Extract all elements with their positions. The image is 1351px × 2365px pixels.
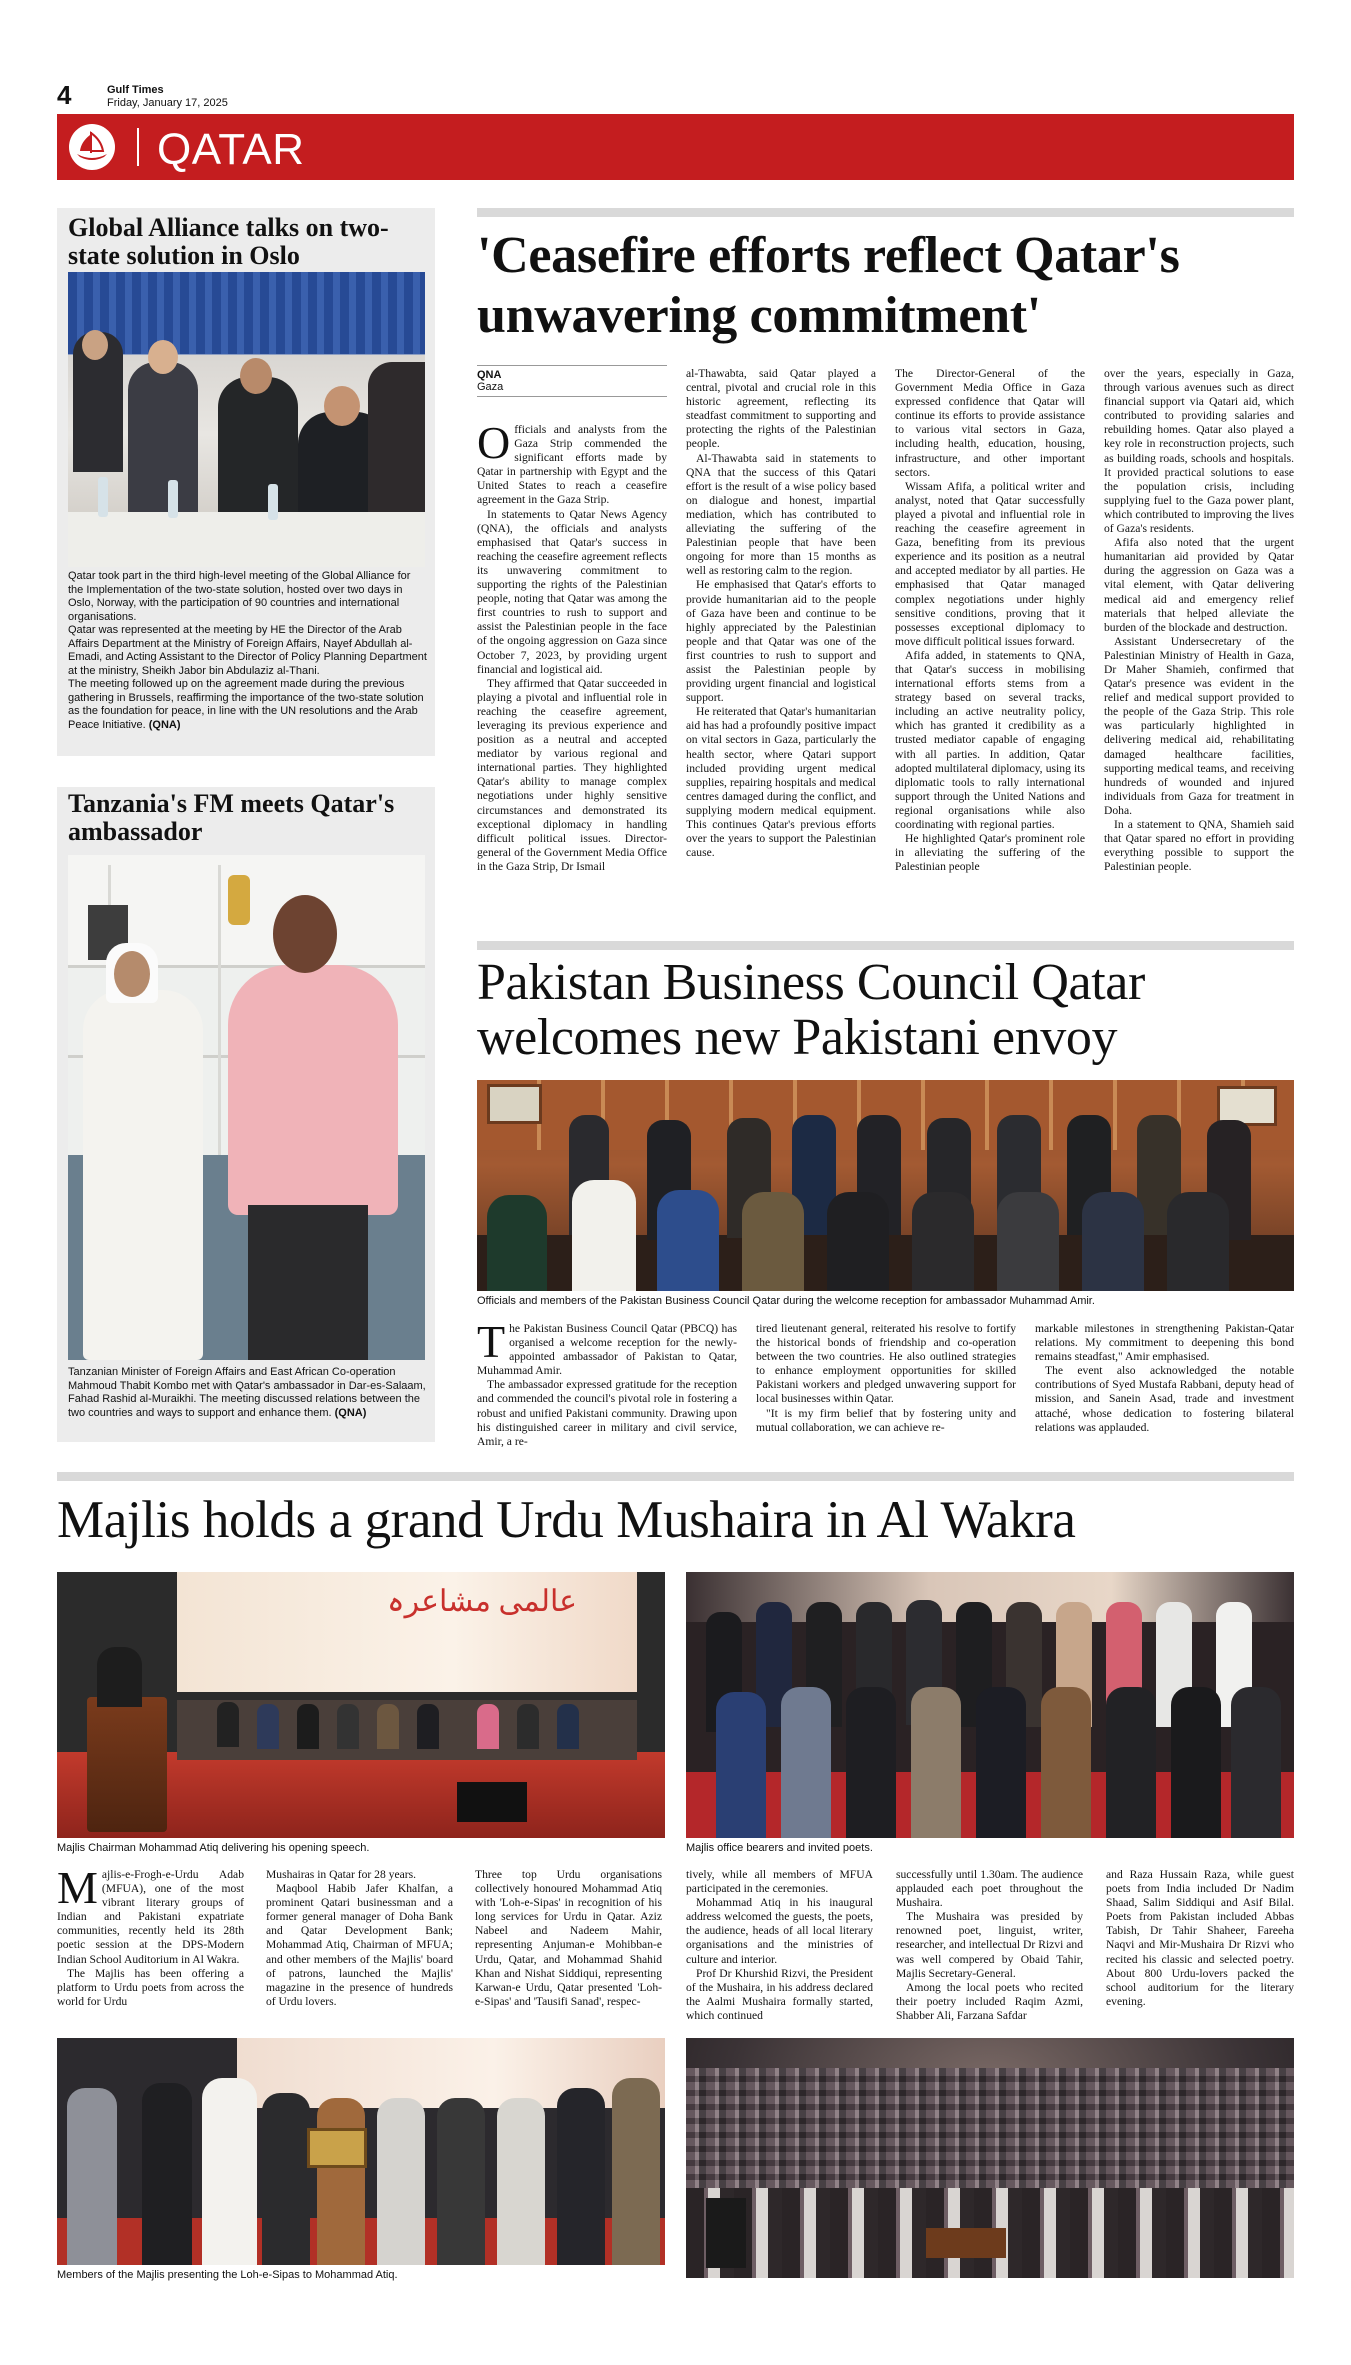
oslo-caption-p2: Qatar was represented at the meeting by HE the Director of the Arab Affairs Department at the Ministry of Foreign Affairs, Nayef Abdullah al-Emadi, and Acting Assistant to the Director of Policy Planning Department at the ministry, Sheikh Jabor bin Abdulaziz al-Thani. xyxy=(68,624,427,677)
section-title: QATAR xyxy=(157,125,305,174)
article1-col4-p2: Afifa also noted that the urgent humanitarian aid provided by Qatar during the aggression on Gaza was a vital element, with Qatar delivering medical aid and emergency relief materials that helped alleviate the burden of the blockade and destruction. xyxy=(1104,536,1294,634)
opening-speech-photo xyxy=(57,1572,665,1838)
tanzania-headline: Tanzania's FM meets Qatar's ambassador xyxy=(68,789,395,846)
article2-headline: Pakistan Business Council Qatar welcomes new Pakistani envoy xyxy=(477,954,1145,1066)
pbcq-group-photo xyxy=(477,1080,1294,1291)
article2-col1-p1: he Pakistan Business Council Qatar (PBCQ) has organised a welcome reception for the newly-appointed ambassador of Pakistan to Qatar, Muhammad Amir. xyxy=(477,1322,737,1378)
loh-e-sipas-photo xyxy=(57,2038,665,2265)
article1-col4-p1: over the years, especially in Gaza, through various avenues such as direct financial support via Qatari aid, which contributed to providing salaries and rebuilding homes. Qatar also played a key role in reconstruction projects, such as building roads, schools and hospitals. It provided practical solutions to ease the population crisis, including supplying fuel to the Gaza power plant, which contributed to improving the lives of Gaza's residents. xyxy=(1104,367,1294,536)
article3-col6-p1: and Raza Hussain Raza, while guest poets from India included Dr Nadim Shaad, Salim Siddiqui and Asif Bilal. Poets from Pakistan included Abbas Tabish, Dr Tahir Shaheer, Fareeha Naqvi and Mir-Mushaira Dr Rizvi who recited his classic and selected poetry. About 800 Urdu-lovers packed the school auditorium for the literary evening. xyxy=(1106,1868,1294,2008)
dropcap-o: O xyxy=(477,423,511,468)
article2-col1 xyxy=(477,1322,737,1448)
article1-col3-p2: Wissam Afifa, a political writer and analyst, noted that Qatar successfully played a pivotal and influential role in reaching the ceasefire agreement in Gaza, benefiting from its previous experience and its position as a neutral and accepted mediator by all parties. He emphasised that Qatar managed complex negotiations under highly sensitive conditions, proving that it possesses exceptional diplomacy to move difficult political issues forward. xyxy=(895,479,1085,648)
article3-col2-p2: Maqbool Habib Jafer Khalfan, a prominent Qatari businessman and a former general manager of Doha Bank and Qatar Development Bank; Mohammad Atiq, Chairman of MFUA; and other members of the Majlis' board of patrons, launched the Majlis' magazine in the presence of hundreds of Urdu lovers. xyxy=(266,1882,453,2008)
issue-date: Friday, January 17, 2025 xyxy=(107,97,228,109)
article2-col2 xyxy=(756,1322,1016,1448)
article3-col1-p2: The Majlis has been offering a platform to Urdu poets from across the world for Urdu xyxy=(57,1966,244,2008)
article1-col1-p2: In statements to Qatar News Agency (QNA), the officials and analysts emphasised that Qatar's success in reaching the ceasefire agreement reflects its unwavering commitment to supporting the rights of the Palestinian people, noting that Qatar was among the first countries to rush to support and assist the Palestinian people in the face of the ongoing aggression on Gaza since October 7, 2023, by providing urgent financial and logistical aid. xyxy=(477,507,667,676)
article1-col2-p2: Al-Thawabta said in statements to QNA that the success of this Qatari effort is the result of a wise policy based on dialogue and honest, impartial mediation, which has contributed to alleviating the suffering of the Palestinian people that have been ongoing for more than 15 months as well as restoring calm to the region. xyxy=(686,451,876,578)
article1-col3-p4: He highlighted Qatar's prominent role in alleviating the suffering of the Palestinian people xyxy=(895,832,1085,874)
article1-col2-p1: al-Thawabta, said Qatar played a central, pivotal and crucial role in this historic agreement, reflecting its steadfast commitment to supporting and protecting the rights of the Palestinian people. xyxy=(686,367,876,451)
office-bearers-caption: Majlis office bearers and invited poets. xyxy=(686,1842,873,1854)
byline-source: QNA xyxy=(477,369,502,381)
article3-col1 xyxy=(57,1868,244,2036)
loh-e-sipas-caption: Members of the Majlis presenting the Loh-e-Sipas to Mohammad Atiq. xyxy=(57,2269,398,2281)
article1-col1-p3: They affirmed that Qatar succeeded in playing a pivotal and influential role in reaching the ceasefire agreement, leveraging its previous experience and position as a neutral and accepted mediator by various regional and international parties. They highlighted Qatar's ability to manage complex negotiations under highly sensitive circumstances and demonstrated its exceptional diplomacy in handling difficult political issues. Director-general of the Government Media Office in the Gaza Strip, Dr Ismail xyxy=(477,676,667,873)
article2-col3-p2: The event also acknowledged the notable contributions of Syed Mustafa Rabbani, deputy head of mission, and Sanein Asad, trade and investment attaché, whose dedication to fostering bilateral relations was applauded. xyxy=(1035,1364,1294,1434)
article3-col4 xyxy=(686,1868,873,2036)
article1-top-rule xyxy=(477,208,1294,217)
article3-col5-p2: The Mushaira was presided by renowned poet, linguist, writer, researcher, and intellectual Dr Rizvi and was well compered by Obaid Tahir, Majlis Secretary-General. xyxy=(896,1910,1083,1980)
article1-col3 xyxy=(895,367,1085,918)
article3-headline: Majlis holds a grand Urdu Mushaira in Al Wakra xyxy=(57,1491,1076,1549)
article1-col3-p3: Afifa added, in statements to QNA, that Qatar's success in mobilising international efforts stems from a strategy based on several tracks, including an active neutrality policy, which has granted it credibility as a trusted mediator capable of engaging with all parties. In addition, Qatar adopted multilateral diplomacy, using its diplomatic tools to rally international support through the United Nations and regional organisations while also coordinating with regional parties. xyxy=(895,648,1085,831)
article1-headline: 'Ceasefire efforts reflect Qatar's unwavering commitment' xyxy=(477,227,1180,344)
page-number: 4 xyxy=(57,80,72,110)
article1-byline xyxy=(477,365,667,397)
oslo-caption-p1: Qatar took part in the third high-level meeting of the Global Alliance for the Implementation of the two-state solution, hosted over two days in Oslo, Norway, with the participation of 90 countries and international organisations. xyxy=(68,570,411,623)
article2-col2-p1: tired lieutenant general, reiterated his resolve to fortify the historical bonds of friendship and co-operation between the two countries. He also outlined strategies to enhance employment opportunities for skilled Pakistani workers and pledged unwavering support for local businesses within Qatar. xyxy=(756,1322,1016,1406)
article1-col2-p4: He reiterated that Qatar's humanitarian aid has had a profoundly positive impact on vital sectors in Gaza, particularly the health sector, where Qatari support included providing urgent medical supplies, repairing hospitals and medical centres damaged during the conflict, and supplying modern medical equipment. This continues Qatar's previous efforts over the years to support the Palestinian cause. xyxy=(686,705,876,860)
opening-speech-caption: Majlis Chairman Mohammad Atiq delivering his opening speech. xyxy=(57,1842,370,1854)
tanzania-caption-text: Tanzanian Minister of Foreign Affairs and East African Co-operation Mahmoud Thabit Kombo met with Qatar's ambassador in Dar-es-Salaam, Fahad Rashid al-Muraikhi. The meeting discussed relations between the two countries and ways to support and enhance them. xyxy=(68,1366,426,1419)
article2-col3 xyxy=(1035,1322,1294,1448)
article3-top-rule xyxy=(57,1472,1294,1481)
article3-col3 xyxy=(475,1868,662,2036)
article1-col2-p3: He emphasised that Qatar's efforts to provide humanitarian aid to the people of Gaza have been and continue to be highly appreciated by the Palestinian people and that Qatar was one of the first countries to rush to support and assist the Palestinian people by providing urgent financial and logistical support. xyxy=(686,578,876,705)
dropcap-m: M xyxy=(57,1868,98,1913)
article3-col3-p1: Three top Urdu organisations collectively honoured Mohammad Atiq with 'Loh-e-Sipas' in recognition of his long services for Urdu in Qatar. Aziz Nabeel and Nadeem Mahir, representing Anjuman-e Mohibban-e Urdu, Qatar, and Mohammad Shahid Khan and Nishat Siddiqui, representing Karwan-e Urdu, Qatar presented 'Loh-e-Sipas' and 'Tausifi Sanad', respec- xyxy=(475,1868,662,2008)
oslo-caption xyxy=(68,570,428,732)
article2-top-rule xyxy=(477,941,1294,950)
office-bearers-photo xyxy=(686,1572,1294,1838)
byline-location: Gaza xyxy=(477,381,504,393)
article2-col2-p2: "It is my firm belief that by fostering unity and mutual collaboration, we can achieve re- xyxy=(756,1406,1016,1434)
article3-col4-p2: Mohammad Atiq in his inaugural address welcomed the guests, the poets, the audience, heads of all local literary organisations and the ministries of culture and interior. xyxy=(686,1896,873,1966)
mushaira-banner-text: عالمی مشاعرہ xyxy=(387,1585,578,1618)
article1-col3-p1: The Director-General of the Government Media Office in Gaza expressed confidence that Qatar will continue its efforts to provide assistance to various vital sectors in Gaza, including health, education, housing, infrastructure, and other important sectors. xyxy=(895,367,1085,479)
article3-col5 xyxy=(896,1868,1083,2036)
tanzania-caption xyxy=(68,1366,428,1420)
dhow-logo-icon xyxy=(67,122,117,172)
oslo-meeting-photo xyxy=(68,272,425,567)
article1-col1-p1: fficials and analysts from the Gaza Strip commended the significant efforts made by Qatar in partnership with Egypt and the United States to reach a ceasefire agreement in the Gaza Strip. xyxy=(477,423,667,507)
article3-col2-p1: Mushairas in Qatar for 28 years. xyxy=(266,1868,417,1881)
article3-col4-p1: tively, while all members of MFUA participated in the ceremonies. xyxy=(686,1868,873,1896)
article3-col2 xyxy=(266,1868,453,2036)
oslo-headline: Global Alliance talks on two-state solution in Oslo xyxy=(68,213,389,270)
sidebar-box-tanzania xyxy=(57,787,435,1442)
dropcap-t: T xyxy=(477,1322,506,1367)
pbcq-photo-caption: Officials and members of the Pakistan Business Council Qatar during the welcome reception for ambassador Muhammad Amir. xyxy=(477,1295,1095,1307)
article3-col5-p3: Among the local poets who recited their poetry included Raqim Azmi, Shabber Ali, Farzana Safdar xyxy=(896,1980,1083,2022)
sidebar-box-oslo xyxy=(57,208,435,756)
article2-col3-p1: markable milestones in strengthening Pakistan-Qatar relations. My commitment to deepening this bond remains steadfast," Amir emphasised. xyxy=(1035,1322,1294,1364)
article1-col4-p4: In a statement to QNA, Shamieh said that Qatar spared no effort in providing everything possible to support the Palestinian people. xyxy=(1104,818,1294,874)
article3-col4-p3: Prof Dr Khurshid Rizvi, the President of the Mushaira, in his address declared the Aalmi Mushaira formally started, which continued xyxy=(686,1966,873,2022)
article3-col6 xyxy=(1106,1868,1294,2036)
article1-col1 xyxy=(477,423,667,918)
oslo-caption-p3: The meeting followed up on the agreement made during the previous gathering in Brussels, reaffirming the importance of the two-state solution as the foundation for peace, in line with the UN resolutions and the Arab Peace Initiative. xyxy=(68,678,424,731)
oslo-caption-credit: (QNA) xyxy=(148,718,181,731)
tanzania-caption-credit: (QNA) xyxy=(334,1406,367,1419)
article3-col1-p1: ajlis-e-Frogh-e-Urdu Adab (MFUA), one of the most vibrant literary groups of Indian and Pakistani expatriate communities, recently held its 28th poetic session at the DPS-Modern Indian School Auditorium in Al Wakra. xyxy=(57,1868,244,1966)
paper-name: Gulf Times xyxy=(107,84,164,96)
article1-col2 xyxy=(686,367,876,918)
section-divider xyxy=(137,128,139,166)
article3-col5-p1: successfully until 1.30am. The audience applauded each poet throughout the Mushaira. xyxy=(896,1868,1083,1910)
article1-col4 xyxy=(1104,367,1294,918)
article2-col1-p2: The ambassador expressed gratitude for the reception and commended the council's pivotal role in fostering a robust and unified Pakistani community. Drawing upon his distinguished career in military and civil service, Amir, a re- xyxy=(477,1378,737,1448)
audience-photo xyxy=(686,2038,1294,2278)
article1-col4-p3: Assistant Undersecretary of the Palestinian Ministry of Health in Gaza, Dr Maher Shamieh, confirmed that Qatar's presence was evident in the relief and medical support provided to the people of the Gaza Strip. This role was particularly highlighted in delivering medical aid, rehabilitating damaged healthcare facilities, supporting medical teams, and receiving hundreds of wounded and injured individuals from Gaza for treatment in Doha. xyxy=(1104,634,1294,817)
tanzania-meeting-photo xyxy=(68,855,425,1360)
section-banner xyxy=(57,114,1294,180)
